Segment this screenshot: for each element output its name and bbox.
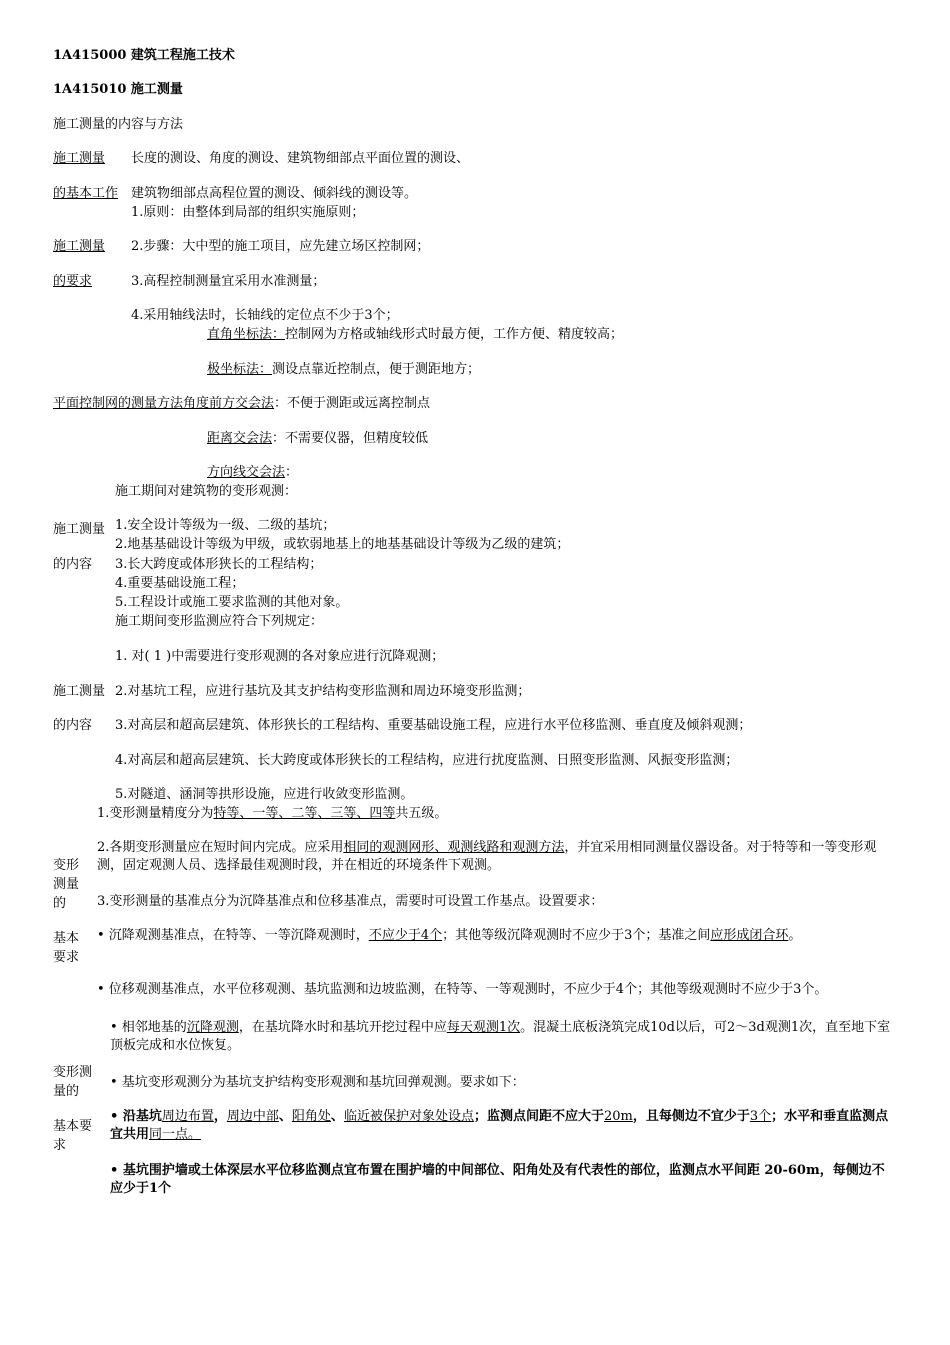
- method-distance: [207, 430, 428, 448]
- method-name: 直角坐标法：: [207, 327, 286, 342]
- deform2-para-4: • 基坑围护墙或土体深层水平位移监测点宜布置在围护墙的中间部位、阳角处及有代表性的部位，监测点水平间距 20-60m，每侧边不应少于1个: [110, 1163, 885, 1196]
- text-run: 20m: [603, 1109, 633, 1124]
- basic-work-line-2: 建筑物细部点高程位置的测设、倾斜线的测设等。: [131, 186, 418, 201]
- deform1-label-line: 的: [53, 896, 67, 911]
- method-desc: ：不需要仪器，但精度较低: [272, 431, 429, 446]
- requirements-label-2: 的要求: [53, 274, 93, 289]
- text-run: 每天观测1次: [446, 1020, 521, 1035]
- text-run: 阳角处: [291, 1109, 331, 1124]
- deform1-label-line: 要求: [53, 950, 80, 965]
- content2-intro: 施工期间变形监测应符合下列规定：: [115, 614, 324, 629]
- text-run: ，且每侧边不宜少于: [632, 1109, 750, 1124]
- text-run: ，: [213, 1109, 227, 1124]
- text-run: 3个: [749, 1109, 772, 1124]
- method-polar: [207, 361, 480, 379]
- content2-label-2: 的内容: [53, 718, 93, 733]
- text-run: 。混凝土底板浇筑完成10d以后，可2～3d观测1次，直至地下室顶板完成和水位恢复。: [110, 1020, 891, 1053]
- content1-item: 3.长大跨度或体形狭长的工程结构；: [115, 557, 323, 572]
- deform1-label-line: 测量: [53, 877, 80, 892]
- requirement-item: 4.采用轴线法时，长轴线的定位点不少于3个；: [131, 308, 399, 323]
- requirements-label-1: 施工测量: [53, 239, 106, 254]
- deform1-para-2: [97, 839, 897, 874]
- text-run: 临近被保护对象处设点: [343, 1109, 474, 1124]
- control-net-label: 平面控制网的测量方法: [53, 396, 184, 411]
- method-name: 方向线交会法: [207, 465, 286, 480]
- content2-item: 2.对基坑工程，应进行基坑及其支护结构变形监测和周边环境变形监测；: [115, 684, 531, 699]
- content2-item: 5.对隧道、涵洞等拱形设施，应进行收敛变形监测。: [115, 787, 414, 802]
- content2-item: 1. 对( 1 )中需要进行变形观测的各对象应进行沉降观测；: [115, 649, 445, 664]
- deform1-para-1: [97, 805, 447, 823]
- content1-item: 4.重要基础设施工程；: [115, 576, 245, 591]
- requirement-item: 1.原则：由整体到局部的组织实施原则；: [131, 205, 365, 220]
- text-run: 、: [278, 1109, 292, 1124]
- deform1-label-line: 基本: [53, 931, 80, 946]
- method-rect-coord: [207, 326, 623, 344]
- text-run: ，并宜采用相同测量仪器设备。对于特等和一等变形观测，固定观测人员、选择最佳观测时段，并在相近的环境条件下观测。: [97, 840, 877, 873]
- content1-item: 5.工程设计或施工要求监测的其他对象。: [115, 595, 349, 610]
- control-net-line: [53, 395, 430, 413]
- text-run: ，在基坑降水时和基坑开挖过程中应: [238, 1020, 447, 1035]
- deform2-label-line: 求: [53, 1138, 67, 1153]
- content1-label-2: 的内容: [53, 557, 93, 572]
- deform1-para-5: • 位移观测基准点，水平位移观测、基坑监测和边坡监测，在特等、一等观测时，不应少于4个；其他等级观测时不应少于3个。: [97, 982, 828, 997]
- method-name: 极坐标法：: [207, 362, 273, 377]
- text-run: 周边布置: [161, 1109, 214, 1124]
- text-run: 。: [788, 928, 802, 943]
- text-run: 不应少于4个: [368, 928, 443, 943]
- content2-item: 4.对高层和超高层建筑、长大跨度或体形狭长的工程结构，应进行扰度监测、日照变形监测、风振变形监测；: [115, 753, 739, 768]
- basic-work-line-1: 长度的测设、角度的测设、建筑物细部点平面位置的测设、: [131, 151, 470, 166]
- text-run: 、: [330, 1109, 344, 1124]
- basic-work-label-2: 的基本工作: [53, 186, 119, 201]
- method-desc: 测设点靠近控制点，便于测距地方；: [272, 362, 481, 377]
- deform2-label-line: 量的: [53, 1084, 80, 1099]
- deform1-para-4: [97, 927, 897, 945]
- method-desc: ：不便于测距或远离控制点: [274, 396, 431, 411]
- deform2-para-1: [110, 1019, 897, 1054]
- method-name: 角度前方交会法: [183, 396, 275, 411]
- text-run: 特等、一等、二等、三等、四等: [213, 806, 396, 821]
- heading-3: 施工测量的内容与方法: [53, 117, 184, 132]
- text-run: ；监测点间距不应大于: [473, 1109, 604, 1124]
- heading-1: 1A415000 建筑工程施工技术: [53, 48, 235, 63]
- text-run: ；其他等级沉降观测时不应少于3个；基准之间: [442, 928, 711, 943]
- text-run: 相同的观测网形、观测线路和观测方法: [343, 840, 565, 855]
- heading-2: 1A415010 施工测量: [53, 82, 183, 97]
- deform2-label-line: 基本要: [53, 1119, 93, 1134]
- content1-item: 2.地基基础设计等级为甲级，或软弱地基上的地基基础设计等级为乙级的建筑；: [115, 537, 570, 552]
- text-run: • 沿基坑: [110, 1109, 162, 1124]
- text-run: ；水平和垂直监测点宜共用: [110, 1109, 889, 1142]
- deform1-para-3: 3.变形测量的基准点分为沉降基准点和位移基准点，需要时可设置工作基点。设置要求：: [97, 894, 604, 909]
- deform1-label-line: 变形: [53, 858, 80, 873]
- content1-item: 1.安全设计等级为一级、二级的基坑；: [115, 518, 336, 533]
- text-run: 2.各期变形测量应在短时间内完成。应采用: [97, 840, 344, 855]
- text-run: 同一点。: [149, 1126, 202, 1142]
- deform2-para-3: [110, 1108, 897, 1143]
- content2-label-1: 施工测量: [53, 684, 106, 699]
- deform2-label-line: 变形测: [53, 1065, 93, 1080]
- method-desc: 控制网为方格或轴线形式时最方便，工作方便、精度较高；: [285, 327, 624, 342]
- method-name: 距离交会法: [207, 431, 273, 446]
- method-desc: ：: [285, 465, 299, 480]
- text-run: 沉降观测: [186, 1020, 239, 1035]
- basic-work-label-1: 施工测量: [53, 151, 106, 166]
- text-run: • 相邻地基的: [110, 1020, 187, 1035]
- content2-item: 3.对高层和超高层建筑、体形狭长的工程结构、重要基础设施工程，应进行水平位移监测、垂直度及倾斜观测；: [115, 718, 752, 733]
- requirement-item: 2.步骤：大中型的施工项目，应先建立场区控制网；: [131, 239, 430, 254]
- text-run: 共五级。: [395, 806, 448, 821]
- deform2-para-2: • 基坑变形观测分为基坑支护结构变形观测和基坑回弹观测。要求如下：: [110, 1075, 525, 1090]
- content1-intro: 施工期间对建筑物的变形观测：: [115, 484, 298, 499]
- requirement-item: 3.高程控制测量宜采用水准测量；: [131, 274, 326, 289]
- content1-label-1: 施工测量: [53, 522, 106, 537]
- text-run: 1.变形测量精度分为: [97, 806, 214, 821]
- text-run: 周边中部: [226, 1109, 279, 1124]
- text-run: • 沉降观测基准点，在特等、一等沉降观测时，: [97, 928, 369, 943]
- text-run: 应形成闭合环: [710, 928, 789, 943]
- method-direction: [207, 464, 298, 482]
